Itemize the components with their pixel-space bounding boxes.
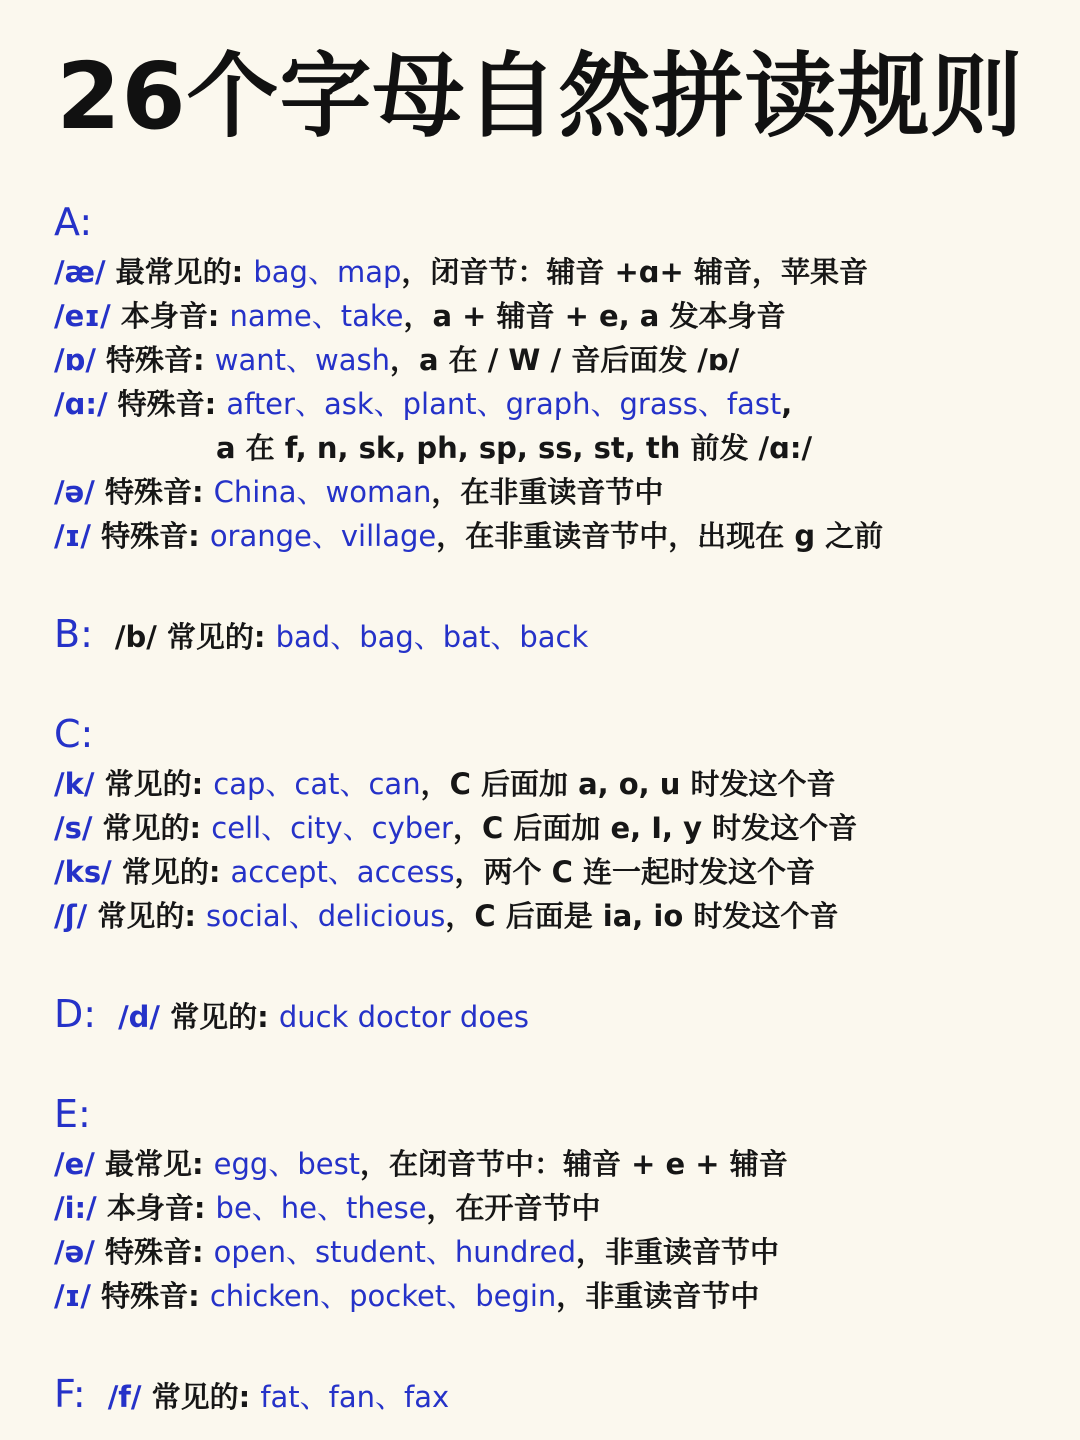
rule-row-a-5: [54, 472, 663, 512]
example-words: after、ask、plant、graph、grass、fast: [226, 387, 782, 421]
rule-text: ，a 在 / W / 音后面发 /ɒ/: [389, 343, 740, 377]
ipa-symbol: /ɪ/: [54, 519, 92, 553]
rule-text: ，非重读音节中: [575, 1235, 779, 1269]
sound-type-label: 常见的:: [111, 855, 231, 889]
sound-type-label: 常见的:: [160, 1000, 279, 1034]
inline-rule: [108, 1380, 449, 1414]
ipa-symbol: /ə/: [54, 1235, 95, 1269]
rule-row-e-2: [54, 1188, 601, 1228]
ipa-symbol: /s/: [54, 811, 93, 845]
page-title: 26个字母自然拼读规则: [56, 43, 1024, 150]
ipa-symbol: /f/: [107, 1380, 142, 1414]
sound-type-label: 特殊音:: [94, 475, 214, 509]
rule-row-c-1: [54, 764, 836, 804]
example-words: be、he、these: [215, 1191, 427, 1225]
rule-row-e-1: [54, 1144, 788, 1184]
ipa-symbol: /k/: [54, 767, 95, 801]
sound-type-label: 特殊音:: [107, 387, 227, 421]
example-words: cap、cat、can: [213, 767, 421, 801]
example-words: China、woman: [213, 475, 432, 509]
ipa-symbol: /e/: [54, 1147, 95, 1181]
rule-row-c-2: [54, 808, 857, 848]
sound-type-label: 常见的:: [87, 899, 207, 933]
rule-row-a-4: [54, 384, 792, 424]
rule-row-a-3: [54, 340, 739, 380]
letter-label: D:: [54, 992, 97, 1036]
letter-heading-f: [54, 1372, 449, 1419]
rule-text: ，C 后面是 ia, io 时发这个音: [445, 899, 839, 933]
rule-text: ，两个 C 连一起时发这个音: [454, 855, 816, 889]
sound-type-label: 常见的:: [92, 811, 212, 845]
letter-heading-a: A:: [54, 200, 93, 244]
ipa-symbol: /ɒ/: [54, 343, 96, 377]
ipa-symbol: /d/: [118, 1000, 161, 1034]
example-words: open、student、hundred: [213, 1235, 576, 1269]
rule-text: ，C 后面加 a, o, u 时发这个音: [420, 767, 836, 801]
example-words: want、wash: [214, 343, 390, 377]
example-words: bag、map: [253, 255, 402, 289]
inline-rule: [115, 620, 588, 654]
ipa-symbol: /ʃ/: [54, 899, 88, 933]
sound-type-label: 常见的:: [141, 1380, 261, 1414]
sound-type-label: 最常见的:: [105, 255, 254, 289]
rule-row-c-3: [54, 852, 815, 892]
rule-row-a-1: [54, 252, 868, 292]
sound-type-label: 特殊音:: [94, 1235, 214, 1269]
rule-text: a 在 f, n, sk, ph, sp, ss, st, th 前发 /ɑ:/: [216, 431, 813, 465]
ipa-symbol: /ks/: [54, 855, 112, 889]
ipa-symbol: /ə/: [54, 475, 95, 509]
sound-type-label: 本身音:: [110, 299, 230, 333]
inline-rule: [118, 1000, 529, 1034]
rule-row-a-2: [54, 296, 785, 336]
sound-type-label: 特殊音:: [91, 1279, 210, 1313]
example-words: chicken、pocket、begin: [209, 1279, 557, 1313]
ipa-symbol: /ɑ:/: [54, 387, 108, 421]
example-words: egg、best: [213, 1147, 361, 1181]
example-words: cell、city、cyber: [211, 811, 453, 845]
letter-label: B:: [54, 612, 93, 656]
example-words: name、take: [229, 299, 404, 333]
rule-text: ,: [781, 387, 793, 421]
rule-text: ，非重读音节中: [556, 1279, 760, 1313]
example-words: social、delicious: [206, 899, 446, 933]
rule-text: ，a + 辅音 + e, a 发本身音: [403, 299, 786, 333]
letter-heading-e: E:: [54, 1092, 91, 1136]
ipa-symbol: /ɪ/: [54, 1279, 92, 1313]
rule-row-e-4: [54, 1276, 759, 1316]
letter-heading-d: [54, 992, 529, 1039]
ipa-symbol: /æ/: [54, 255, 106, 289]
example-words: bad、bag、bat、back: [275, 620, 589, 654]
rule-text: ，在非重读音节中，出现在 g 之前: [436, 519, 884, 553]
ipa-symbol: /b/: [114, 620, 157, 654]
sound-type-label: 特殊音:: [95, 343, 215, 377]
sound-type-label: 常见的:: [156, 620, 276, 654]
rule-text: ，在开音节中: [426, 1191, 601, 1225]
example-words: accept、access: [230, 855, 455, 889]
ipa-symbol: /i:/: [54, 1191, 97, 1225]
rule-text: ，C 后面加 e, I, y 时发这个音: [452, 811, 858, 845]
rule-text: ，闭音节：辅音 +ɑ+ 辅音，苹果音: [401, 255, 868, 289]
rule-text: ，在非重读音节中: [431, 475, 664, 509]
example-words: duck doctor does: [278, 1000, 530, 1034]
sound-type-label: 本身音:: [96, 1191, 216, 1225]
letter-heading-b: [54, 612, 588, 659]
letter-label: F:: [54, 1372, 86, 1416]
rule-text: ，在闭音节中：辅音 + e + 辅音: [360, 1147, 788, 1181]
rule-row-e-3: [54, 1232, 779, 1272]
sound-type-label: 特殊音:: [91, 519, 210, 553]
rule-row-a-4-continued: [216, 428, 812, 468]
sound-type-label: 最常见:: [94, 1147, 214, 1181]
example-words: fat、fan、fax: [260, 1380, 450, 1414]
letter-heading-c: C:: [54, 712, 94, 756]
ipa-symbol: /eɪ/: [54, 299, 111, 333]
sound-type-label: 常见的:: [94, 767, 214, 801]
rule-row-a-6: [54, 516, 883, 556]
rule-row-c-4: [54, 896, 838, 936]
example-words: orange、village: [209, 519, 437, 553]
